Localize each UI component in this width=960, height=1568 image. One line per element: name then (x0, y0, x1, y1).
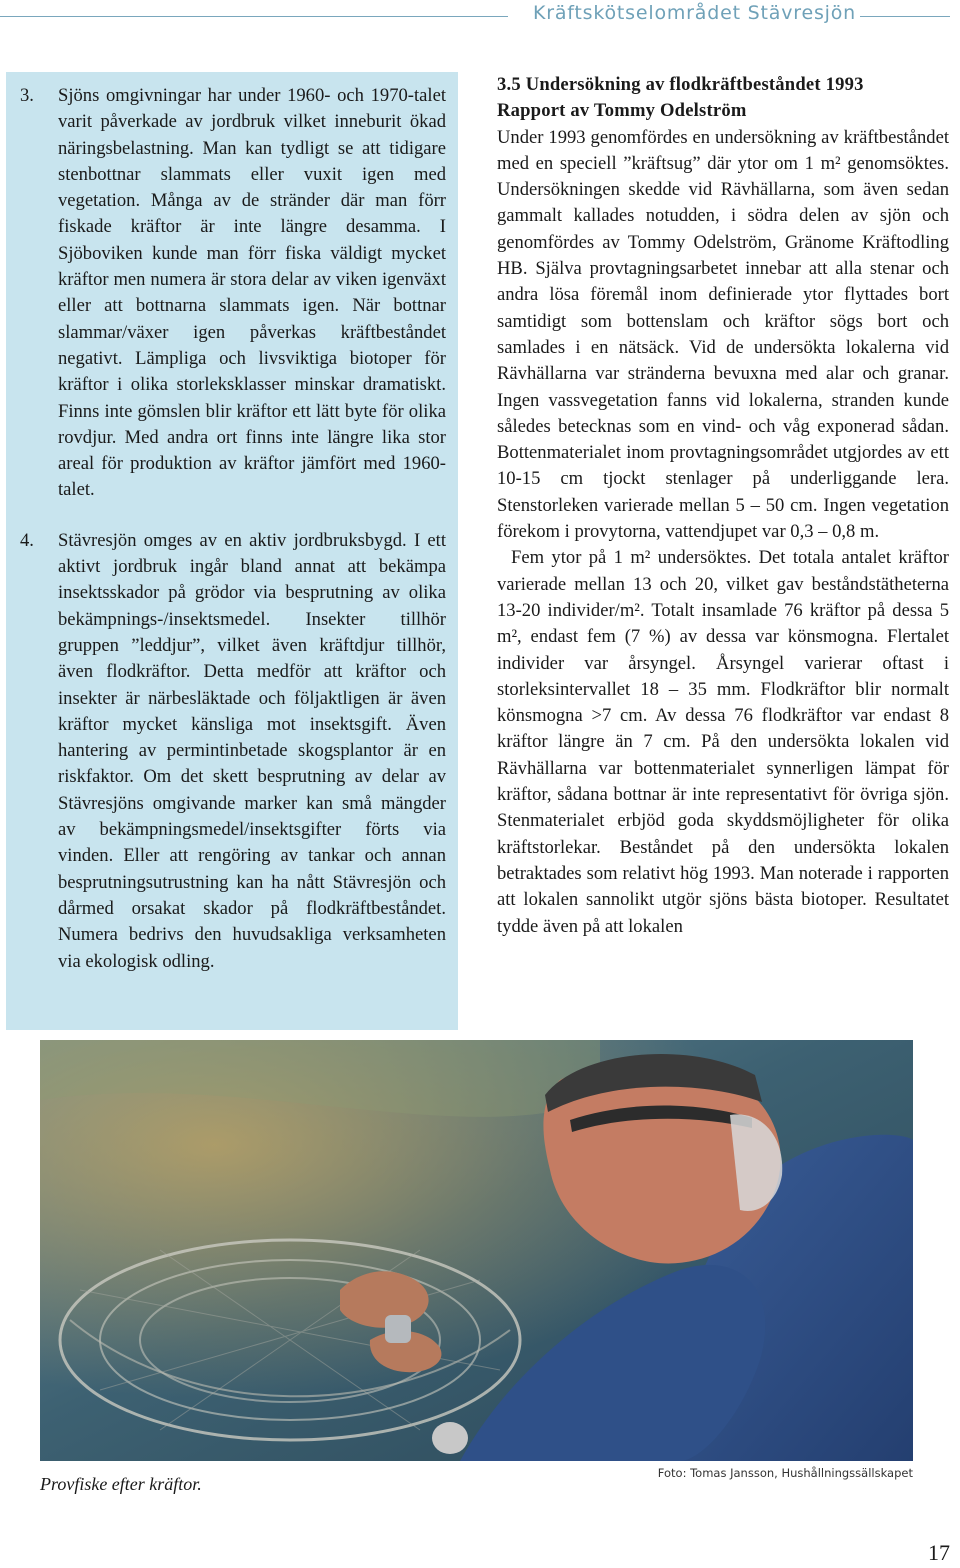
header-rule-right (860, 16, 950, 17)
sidebar-box (6, 72, 458, 1030)
photo-credit: Foto: Tomas Jansson, Hushållningssällskapet (657, 1466, 913, 1480)
sidebar-item-3 (20, 83, 446, 504)
photo-illustration (40, 1040, 913, 1461)
running-header (0, 0, 960, 34)
header-title: Kräftskötselområdet Stävresjön (532, 2, 856, 24)
crayfish-fishing-photo (40, 1040, 913, 1461)
sidebar-item-text: Stävresjön omges av en aktiv jordbruksbygd. I ett aktivt jordbruk ingår bland annat att bekämpa insektsskador på grödor via besprutning av olika bekämpnings-/insektsmedel. Insekter tillhör gruppen ”leddjur”, vilket även kräftdjur tillhör, även flodkräftor. Detta medför att kräftor och insekter är närbesläktade och följaktligen är även kräftor mycket känsliga mot insektsgift. Även hantering av permintinbetade skogsplantor är en riskfaktor. Om det skett besprutning av delar av Stävresjöns omgivande marker kan små mängder av bekämpningsmedel/insektsgifter förts via vinden. Eller att rengöring av tankar och annan besprutningsutrustning kan ha nått Stävresjön och dårmed orsakat skador på flodkräftbeståndet. Numera bedrivs den huvudsakliga verksamheten via ekologisk odling. (58, 529, 446, 972)
article-paragraph: Fem ytor på 1 m² undersöktes. Det totala antalet kräftor varierade mellan 13 och 20, vilket gav beståndstätheterna 13-20 individer/m². Totalt insamlade 76 kräftor på dessa 5 m², endast fem (7 %) av dessa var könsmogna. Flertalet individer var årsyngel. Årsyngel varierar oftast i storleksintervallet 18 – 35 mm. Flodkräftor blir normalt könsmogna >7 cm. Av dessa 76 flodkräftor var endast 8 kräftor längre än 7 cm. På den undersökta lokalen vid Rävhällarna var bottenmaterialet synnerligen lämpat för kräftor, sådana bottnar är inte representativt för övriga sjön. Stenmaterialet erbjöd goda skyddsmöjligheter för olika kräftstorlekar. Beståndet på den undersökta lokalen betraktades som relativt hög 1993. Man noterade i rapporten att lokalen sannolikt utgör sjöns bästa biotoper. Resultatet tydde även på att lokalen (497, 547, 949, 937)
article-column (497, 72, 949, 940)
page-number: 17 (928, 1540, 950, 1565)
sidebar-item-number: 3. (20, 85, 34, 106)
photo-caption: Provfiske efter kräftor. (40, 1474, 202, 1494)
sidebar-item-number: 4. (20, 529, 34, 551)
section-subheading: Rapport av Tommy Odelström (497, 100, 747, 122)
section-heading: 3.5 Undersökning av flodkräftbeståndet 1993 (497, 74, 864, 95)
sidebar-item-4 (20, 528, 446, 975)
header-rule-left (0, 16, 508, 17)
article-paragraph: Under 1993 genomfördes en undersökning av kräftbeståndet med en speciell ”kräftsug” där ytor om 1 m² genomsöktes. Undersökningen skedde vid Rävhällarna, som även sedan gammalt kallades notudden, i södra delen av sjön och genomfördes av Tommy Odelström, Gränome Kräftodling HB. Själva provtagningsarbetet innebar att alla stenar och andra lösa föremål inom definierade ytor flyttades bort samtidigt som bottenslam och kräftor sögs bort och samlades i en nätsäck. Vid de undersökta lokalerna vid Rävhällarna var stränderna bevuxna med alar och granar. Ingen vassvegetation fanns vid lokalerna, stranden kunde således betecknas som en vind- och våg exponerad sådan. Bottenmaterialet inom provtagningsområdet utgjordes av ett 10-15 cm tjockt stenlager på underliggande lera. Stenstorleken varierade mellan 5 – 50 cm. Ingen vegetation förekom i provytorna, vattendjupet var 0,3 – 0,8 m. (497, 126, 949, 543)
sidebar-item-text: Sjöns omgivningar har under 1960- och 1970-talet varit påverkade av jordbruk vilket inneburit ökad näringsbelastning. Man kan tydligt se att tidigare stenbottnar slammats eller vuxit igen med vegetation. Många av de stränder där man förr fiskade kräftor är inte längre desamma. I Sjöboviken kunde man förr fiska väldigt mycket kräftor men numera är stora delar av viken igenväxt eller att bottnarna slammats igen. När bottnar slammar/växer igen påverkas kräftbeståndet negativt. Lämpliga och livsviktiga biotoper för kräftor i olika storleksklasser minskar dramatiskt. Finns inte gömslen blir kräftor ett lätt byte för olika rovdjur. Med andra ort finns inte längre lika stor areal för produktion av kräftor jämfört med 1960-talet. (58, 85, 446, 501)
